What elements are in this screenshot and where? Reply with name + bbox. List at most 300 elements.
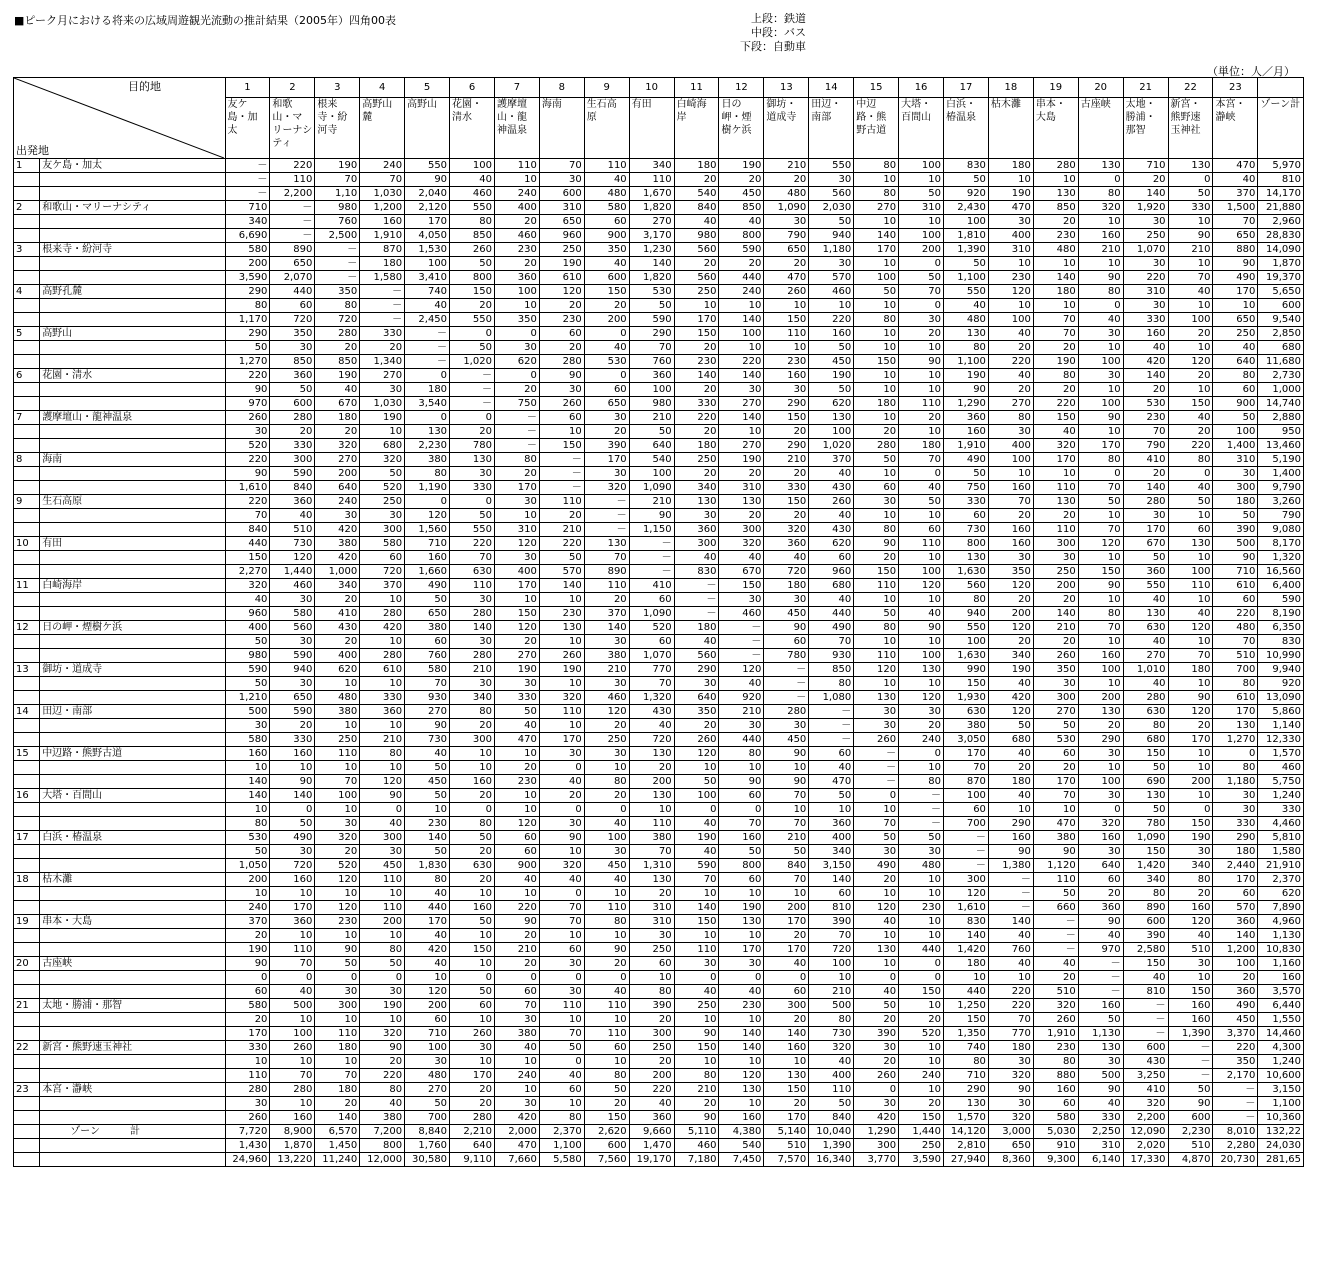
- table-cell: 0: [674, 803, 719, 817]
- table-row: [14, 1055, 1304, 1069]
- origin-number: [14, 341, 40, 355]
- table-cell: 180: [764, 579, 809, 593]
- table-cell: 350: [494, 313, 539, 327]
- table-cell: 10: [1078, 551, 1123, 565]
- table-cell: 1,210: [225, 691, 270, 705]
- table-cell: 20: [674, 719, 719, 733]
- table-cell: －: [405, 355, 450, 369]
- table-cell: 30: [899, 313, 944, 327]
- table-cell: 580: [225, 733, 270, 747]
- table-cell: －: [988, 901, 1033, 915]
- origin-label: 出発地: [16, 144, 49, 157]
- table-cell: －: [1078, 971, 1123, 985]
- table-cell: 110: [899, 537, 944, 551]
- table-cell: 320: [719, 537, 764, 551]
- table-cell: 160: [270, 1111, 315, 1125]
- table-row: [14, 159, 1304, 173]
- table-cell: 10,830: [1258, 943, 1304, 957]
- origin-name: 大塔・百間山: [40, 789, 225, 803]
- table-cell: 60: [584, 383, 629, 397]
- table-cell: 170: [1213, 285, 1258, 299]
- table-cell: 1,910: [1033, 1027, 1078, 1041]
- table-cell: 20: [315, 593, 360, 607]
- table-cell: 20: [899, 411, 944, 425]
- table-cell: 360: [360, 705, 405, 719]
- table-cell: 1,420: [944, 943, 989, 957]
- table-cell: 540: [719, 1139, 764, 1153]
- table-row: [14, 635, 1304, 649]
- table-cell: 270: [854, 201, 899, 215]
- table-cell: 10: [899, 873, 944, 887]
- table-cell: 200: [405, 999, 450, 1013]
- table-cell: 0: [360, 803, 405, 817]
- table-cell: 0: [719, 803, 764, 817]
- table-cell: 10: [1033, 173, 1078, 187]
- table-cell: 280: [270, 1083, 315, 1097]
- table-cell: 0: [539, 971, 584, 985]
- table-cell: 80: [225, 299, 270, 313]
- table-cell: 320: [1078, 201, 1123, 215]
- table-cell: 30: [1168, 957, 1213, 971]
- table-cell: 250: [674, 453, 719, 467]
- origin-name: 串本・大島: [40, 915, 225, 929]
- table-cell: 20: [1033, 509, 1078, 523]
- table-cell: 290: [1213, 831, 1258, 845]
- table-cell: 850: [315, 355, 360, 369]
- table-cell: 70: [1078, 523, 1123, 537]
- table-cell: 810: [809, 901, 854, 915]
- table-row: [14, 1069, 1304, 1083]
- table-cell: 40: [584, 257, 629, 271]
- table-cell: 10: [539, 929, 584, 943]
- table-cell: 20: [854, 873, 899, 887]
- table-cell: 480: [405, 1069, 450, 1083]
- table-cell: 260: [225, 411, 270, 425]
- table-cell: 20: [764, 509, 809, 523]
- table-cell: 260: [539, 649, 584, 663]
- table-cell: 130: [629, 747, 674, 761]
- table-cell: 210: [539, 523, 584, 537]
- table-cell: 330: [270, 733, 315, 747]
- table-cell: 10: [1033, 467, 1078, 481]
- table-cell: 180: [1168, 663, 1213, 677]
- table-cell: 30: [719, 383, 764, 397]
- table-cell: 80: [539, 1111, 584, 1125]
- table-cell: 12,000: [360, 1153, 405, 1167]
- table-cell: 1,130: [1258, 929, 1304, 943]
- table-cell: 270: [494, 649, 539, 663]
- table-cell: 250: [360, 495, 405, 509]
- table-cell: 790: [1258, 509, 1304, 523]
- origin-number: [14, 173, 40, 187]
- table-cell: 210: [1033, 621, 1078, 635]
- table-cell: 380: [1033, 831, 1078, 845]
- table-row: [14, 649, 1304, 663]
- table-cell: 1,420: [1123, 859, 1168, 873]
- table-cell: 630: [450, 565, 495, 579]
- table-cell: 350: [988, 565, 1033, 579]
- table-cell: 10: [494, 593, 539, 607]
- table-cell: －: [764, 663, 809, 677]
- table-cell: 10: [988, 467, 1033, 481]
- table-cell: 10: [539, 635, 584, 649]
- table-cell: 40: [270, 985, 315, 999]
- table-cell: 120: [988, 621, 1033, 635]
- table-cell: 220: [719, 355, 764, 369]
- table-cell: 6,400: [1258, 579, 1304, 593]
- table-cell: 70: [809, 929, 854, 943]
- table-cell: 520: [315, 859, 360, 873]
- table-cell: 980: [225, 649, 270, 663]
- table-cell: 1,530: [405, 243, 450, 257]
- table-cell: 20,730: [1213, 1153, 1258, 1167]
- table-cell: 360: [764, 537, 809, 551]
- table-cell: 1,090: [629, 607, 674, 621]
- table-cell: 250: [1123, 229, 1168, 243]
- table-cell: 40: [1123, 593, 1168, 607]
- table-row: [14, 565, 1304, 579]
- table-cell: 60: [494, 845, 539, 859]
- table-cell: 10: [764, 299, 809, 313]
- table-cell: －: [1168, 1055, 1213, 1069]
- table-cell: 7,560: [584, 1153, 629, 1167]
- table-cell: 780: [450, 439, 495, 453]
- table-cell: 150: [1123, 957, 1168, 971]
- table-cell: 360: [494, 271, 539, 285]
- table-cell: 50: [944, 257, 989, 271]
- table-cell: 470: [764, 271, 809, 285]
- table-cell: 620: [494, 355, 539, 369]
- table-cell: 10: [1078, 425, 1123, 439]
- table-cell: 2,730: [1258, 369, 1304, 383]
- table-cell: 100: [450, 159, 495, 173]
- table-cell: 10: [450, 1013, 495, 1027]
- table-cell: 30: [988, 425, 1033, 439]
- table-cell: 30: [629, 929, 674, 943]
- table-cell: 70: [405, 677, 450, 691]
- table-cell: 180: [1213, 845, 1258, 859]
- table-cell: 150: [764, 1083, 809, 1097]
- table-cell: 10: [405, 803, 450, 817]
- table-cell: 40: [1168, 607, 1213, 621]
- table-cell: 20: [764, 1013, 809, 1027]
- table-cell: 150: [899, 1111, 944, 1125]
- table-cell: 130: [899, 663, 944, 677]
- table-cell: 100: [494, 285, 539, 299]
- table-cell: 310: [719, 481, 764, 495]
- table-cell: 130: [1123, 789, 1168, 803]
- table-cell: 40: [584, 873, 629, 887]
- table-cell: 20: [674, 425, 719, 439]
- table-cell: 70: [1033, 327, 1078, 341]
- table-cell: 2,960: [1258, 215, 1304, 229]
- table-cell: 150: [719, 579, 764, 593]
- table-cell: 250: [629, 1041, 674, 1055]
- table-cell: 40: [988, 677, 1033, 691]
- table-cell: 70: [988, 495, 1033, 509]
- origin-name: [40, 593, 225, 607]
- origin-name: [40, 1139, 225, 1153]
- table-cell: 3,370: [1213, 1027, 1258, 1041]
- table-row: [14, 943, 1304, 957]
- origin-name: 古座峡: [40, 957, 225, 971]
- table-cell: 390: [629, 999, 674, 1013]
- table-cell: 350: [1213, 1055, 1258, 1069]
- column-name: 花園・清水: [450, 98, 495, 159]
- table-cell: 50: [1168, 187, 1213, 201]
- table-cell: 100: [809, 425, 854, 439]
- table-cell: 40: [988, 929, 1033, 943]
- table-cell: 180: [674, 439, 719, 453]
- table-cell: 60: [809, 747, 854, 761]
- table-cell: 40: [1123, 971, 1168, 985]
- table-cell: 80: [360, 747, 405, 761]
- table-cell: 2,200: [270, 187, 315, 201]
- table-cell: 1,390: [944, 243, 989, 257]
- table-cell: 140: [1213, 929, 1258, 943]
- table-cell: －: [674, 607, 719, 621]
- table-cell: 80: [450, 705, 495, 719]
- table-cell: 650: [1213, 229, 1258, 243]
- table-cell: 850: [270, 355, 315, 369]
- table-cell: 310: [494, 523, 539, 537]
- table-cell: －: [584, 523, 629, 537]
- table-cell: 70: [270, 1069, 315, 1083]
- table-cell: 20: [539, 341, 584, 355]
- table-cell: 30: [360, 383, 405, 397]
- table-cell: 10: [1168, 341, 1213, 355]
- table-cell: 4,460: [1258, 817, 1304, 831]
- table-cell: 300: [854, 1139, 899, 1153]
- table-cell: 770: [988, 1027, 1033, 1041]
- table-cell: 20: [764, 467, 809, 481]
- table-cell: 110: [1033, 873, 1078, 887]
- table-cell: 10: [854, 887, 899, 901]
- table-cell: 230: [764, 355, 809, 369]
- table-cell: 330: [674, 397, 719, 411]
- table-cell: 1,090: [629, 481, 674, 495]
- table-cell: 180: [944, 957, 989, 971]
- table-cell: 70: [539, 901, 584, 915]
- table-cell: －: [1213, 1083, 1258, 1097]
- table-cell: 940: [270, 663, 315, 677]
- table-cell: 30: [674, 957, 719, 971]
- origin-number: 19: [14, 915, 40, 929]
- table-cell: 850: [809, 663, 854, 677]
- table-cell: 460: [1258, 761, 1304, 775]
- table-cell: 190: [674, 831, 719, 845]
- table-cell: 230: [988, 271, 1033, 285]
- table-cell: 80: [854, 187, 899, 201]
- table-cell: 80: [450, 215, 495, 229]
- table-cell: 30: [539, 985, 584, 999]
- table-cell: 0: [584, 971, 629, 985]
- table-cell: 10: [854, 957, 899, 971]
- origin-name: [40, 551, 225, 565]
- table-cell: 40: [764, 957, 809, 971]
- table-cell: 110: [450, 579, 495, 593]
- table-cell: 710: [1123, 159, 1168, 173]
- table-cell: 990: [944, 663, 989, 677]
- table-cell: 10: [315, 803, 360, 817]
- table-cell: 190: [360, 999, 405, 1013]
- table-cell: 260: [450, 243, 495, 257]
- table-cell: 30: [854, 1097, 899, 1111]
- table-cell: 13,460: [1258, 439, 1304, 453]
- table-cell: 40: [494, 1041, 539, 1055]
- table-cell: 20: [674, 467, 719, 481]
- table-cell: 900: [584, 229, 629, 243]
- table-cell: －: [270, 215, 315, 229]
- table-cell: 600: [1123, 915, 1168, 929]
- table-cell: 590: [270, 649, 315, 663]
- table-cell: 770: [629, 663, 674, 677]
- table-row: [14, 593, 1304, 607]
- table-cell: 90: [629, 509, 674, 523]
- origin-number: 1: [14, 159, 40, 173]
- table-cell: 1,910: [360, 229, 405, 243]
- table-cell: 24,030: [1258, 1139, 1304, 1153]
- table-cell: 9,110: [450, 1153, 495, 1167]
- table-cell: 30: [1213, 467, 1258, 481]
- table-cell: 970: [1078, 943, 1123, 957]
- table-cell: 270: [719, 397, 764, 411]
- table-cell: 40: [539, 775, 584, 789]
- table-cell: 30: [854, 705, 899, 719]
- table-cell: 30: [584, 411, 629, 425]
- table-cell: 340: [450, 691, 495, 705]
- table-cell: 50: [899, 187, 944, 201]
- table-cell: 1,660: [405, 565, 450, 579]
- table-cell: 10: [315, 929, 360, 943]
- table-cell: 650: [584, 397, 629, 411]
- table-cell: 10: [494, 299, 539, 313]
- table-cell: 140: [719, 1027, 764, 1041]
- table-cell: 70: [899, 453, 944, 467]
- table-row: [14, 971, 1304, 985]
- table-cell: 190: [315, 369, 360, 383]
- table-cell: 40: [988, 747, 1033, 761]
- table-cell: 0: [899, 971, 944, 985]
- table-cell: －: [584, 495, 629, 509]
- table-cell: 80: [1078, 607, 1123, 621]
- table-cell: 960: [225, 607, 270, 621]
- table-cell: 330: [1213, 817, 1258, 831]
- table-cell: 610: [1213, 579, 1258, 593]
- table-cell: 210: [629, 495, 674, 509]
- table-cell: 190: [988, 663, 1033, 677]
- table-cell: 350: [315, 285, 360, 299]
- table-cell: 470: [988, 201, 1033, 215]
- origin-name: 本宮・瀞峡: [40, 1083, 225, 1097]
- table-cell: 240: [494, 1069, 539, 1083]
- table-cell: 440: [719, 271, 764, 285]
- origin-name: [40, 929, 225, 943]
- table-cell: 400: [494, 565, 539, 579]
- table-cell: 10: [674, 887, 719, 901]
- table-cell: 10: [450, 929, 495, 943]
- table-cell: 390: [854, 1027, 899, 1041]
- origin-name: 枯木灘: [40, 873, 225, 887]
- table-cell: 3,260: [1258, 495, 1304, 509]
- table-cell: 50: [899, 495, 944, 509]
- table-cell: 300: [360, 523, 405, 537]
- origin-name: 新宮・熊野速玉神社: [40, 1041, 225, 1055]
- table-cell: 130: [854, 691, 899, 705]
- table-cell: 310: [988, 243, 1033, 257]
- table-cell: 520: [360, 481, 405, 495]
- table-cell: 700: [944, 817, 989, 831]
- table-cell: 10: [809, 971, 854, 985]
- table-cell: 750: [494, 397, 539, 411]
- table-cell: 0: [674, 971, 719, 985]
- table-cell: 540: [674, 187, 719, 201]
- origin-name: [40, 607, 225, 621]
- table-cell: 0: [1078, 299, 1123, 313]
- table-cell: 590: [225, 663, 270, 677]
- table-cell: 10: [405, 971, 450, 985]
- table-cell: 10: [719, 1055, 764, 1069]
- table-cell: 30: [315, 509, 360, 523]
- table-cell: 10: [1078, 593, 1123, 607]
- table-cell: 8,840: [405, 1125, 450, 1139]
- table-cell: 120: [405, 509, 450, 523]
- table-cell: 30: [584, 845, 629, 859]
- table-cell: 1,870: [1258, 257, 1304, 271]
- table-cell: 30: [854, 495, 899, 509]
- table-cell: 0: [764, 971, 809, 985]
- table-cell: 840: [674, 201, 719, 215]
- table-cell: 160: [1168, 999, 1213, 1013]
- table-cell: 1,820: [629, 201, 674, 215]
- table-cell: 4,380: [719, 1125, 764, 1139]
- table-cell: 30: [1213, 789, 1258, 803]
- column-name: 田辺・南部: [809, 98, 854, 159]
- table-cell: 90: [1033, 845, 1078, 859]
- table-cell: 940: [944, 607, 989, 621]
- origin-name: [40, 971, 225, 985]
- table-cell: 130: [1078, 1041, 1123, 1055]
- table-cell: 0: [584, 327, 629, 341]
- table-cell: 90: [719, 775, 764, 789]
- column-name: 新宮・熊野速玉神社: [1168, 98, 1213, 159]
- table-cell: 510: [1168, 1139, 1213, 1153]
- table-cell: 0: [584, 803, 629, 817]
- table-cell: 130: [719, 1083, 764, 1097]
- table-cell: 210: [450, 663, 495, 677]
- table-cell: 6,440: [1258, 999, 1304, 1013]
- table-cell: 150: [584, 1111, 629, 1125]
- table-cell: 10: [494, 747, 539, 761]
- table-cell: 150: [1078, 565, 1123, 579]
- table-cell: －: [1168, 1069, 1213, 1083]
- table-cell: 40: [360, 1097, 405, 1111]
- table-cell: 370: [809, 453, 854, 467]
- column-number: [1258, 78, 1304, 98]
- table-cell: 2,020: [1123, 1139, 1168, 1153]
- table-cell: 10: [719, 1097, 764, 1111]
- table-cell: 130: [1078, 159, 1123, 173]
- table-cell: 20: [494, 467, 539, 481]
- table-cell: 40: [629, 1097, 674, 1111]
- table-cell: 140: [225, 789, 270, 803]
- unit-label: （単位：人／月）: [1207, 65, 1295, 78]
- table-cell: 40: [809, 593, 854, 607]
- table-cell: 50: [1033, 719, 1078, 733]
- table-cell: 40: [1123, 635, 1168, 649]
- table-cell: 10: [674, 929, 719, 943]
- table-cell: 60: [270, 299, 315, 313]
